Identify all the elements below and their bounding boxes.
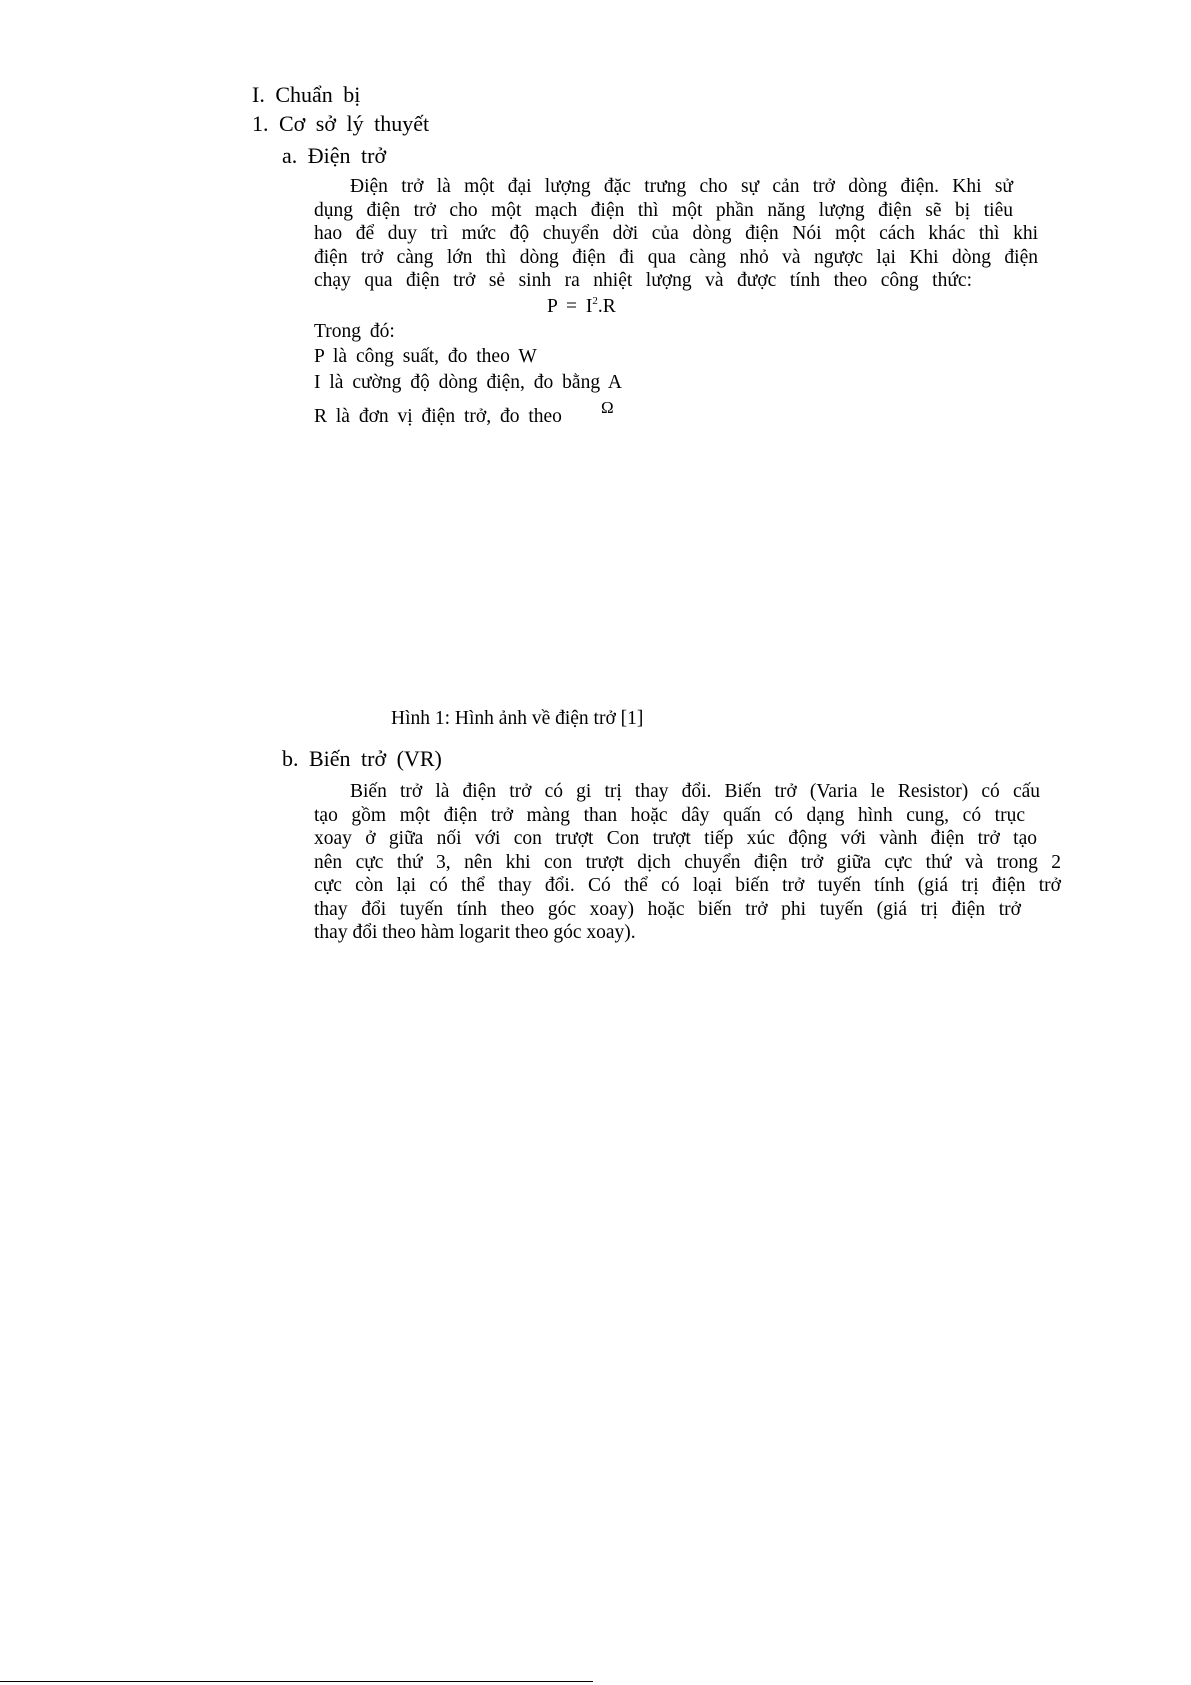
definitions-intro: Trong đó: bbox=[314, 321, 395, 342]
definition-power: P là công suất, đo theo W bbox=[314, 346, 537, 367]
paragraph-line: dụng điện trở cho một mạch điện thì một phần năng lượng điện sẽ bị tiêu bbox=[314, 199, 1013, 221]
ohm-symbol: Ω bbox=[601, 398, 614, 417]
paragraph-line: điện trở càng lớn thì dòng điện đi qua càng nhỏ và ngược lại Khi dòng điện bbox=[314, 246, 1038, 268]
paragraph-line: nên cực thứ 3, nên khi con trượt dịch chuyển điện trở giữa cực thứ và trong 2 bbox=[314, 851, 1061, 873]
heading-bien-tro: b. Biến trở (VR) bbox=[282, 746, 442, 771]
heading-chuan-bi: I. Chuẩn bị bbox=[252, 82, 361, 107]
footnote-divider bbox=[0, 1681, 593, 1682]
paragraph-line: chạy qua điện trở sẻ sinh ra nhiệt lượng và được tính theo công thức: bbox=[314, 270, 972, 291]
paragraph-line: tạo gồm một điện trở màng than hoặc dây quấn có dạng hình cung, có trục bbox=[314, 804, 1025, 826]
paragraph-line: Biến trở là điện trở có gi trị thay đổi. Biến trở (Varia le Resistor) có cấu bbox=[350, 781, 1040, 802]
definition-resistance: R là đơn vị điện trở, đo theo bbox=[314, 406, 562, 427]
formula-exponent: 2 bbox=[592, 295, 598, 307]
paragraph-line: thay đổi tuyến tính theo góc xoay) hoặc biến trở phi tuyến (giá trị điện trở bbox=[314, 898, 1021, 920]
paragraph-line: thay đổi theo hàm logarit theo góc xoay). bbox=[314, 922, 636, 943]
definition-current: I là cường độ dòng điện, đo bằng A bbox=[314, 372, 622, 393]
resistor-paragraph bbox=[314, 175, 1038, 293]
paragraph-line: cực còn lại có thể thay đổi. Có thể có loại biến trở tuyến tính (giá trị điện trở bbox=[314, 875, 1061, 896]
heading-dien-tro: a. Điện trở bbox=[282, 143, 387, 168]
paragraph-line: xoay ở giữa nối với con trượt Con trượt tiếp xúc động với vành điện trở tạo bbox=[314, 828, 1037, 849]
resistor-figure-placeholder bbox=[300, 425, 940, 695]
paragraph-line: hao để duy trì mức độ chuyển dời của dòng điện Nói một cách khác thì khi bbox=[314, 223, 1038, 244]
heading-co-so-ly-thuyet: 1. Cơ sở lý thuyết bbox=[252, 111, 430, 136]
figure-caption: Hình 1: Hình ảnh về điện trở [1] bbox=[391, 708, 644, 729]
formula-left: P = I bbox=[547, 296, 593, 317]
variable-resistor-paragraph bbox=[314, 780, 1061, 945]
formula-right: .R bbox=[597, 296, 616, 317]
power-formula bbox=[547, 296, 616, 318]
paragraph-line: Điện trở là một đại lượng đặc trưng cho sự cản trở dòng điện. Khi sử bbox=[350, 176, 1013, 197]
